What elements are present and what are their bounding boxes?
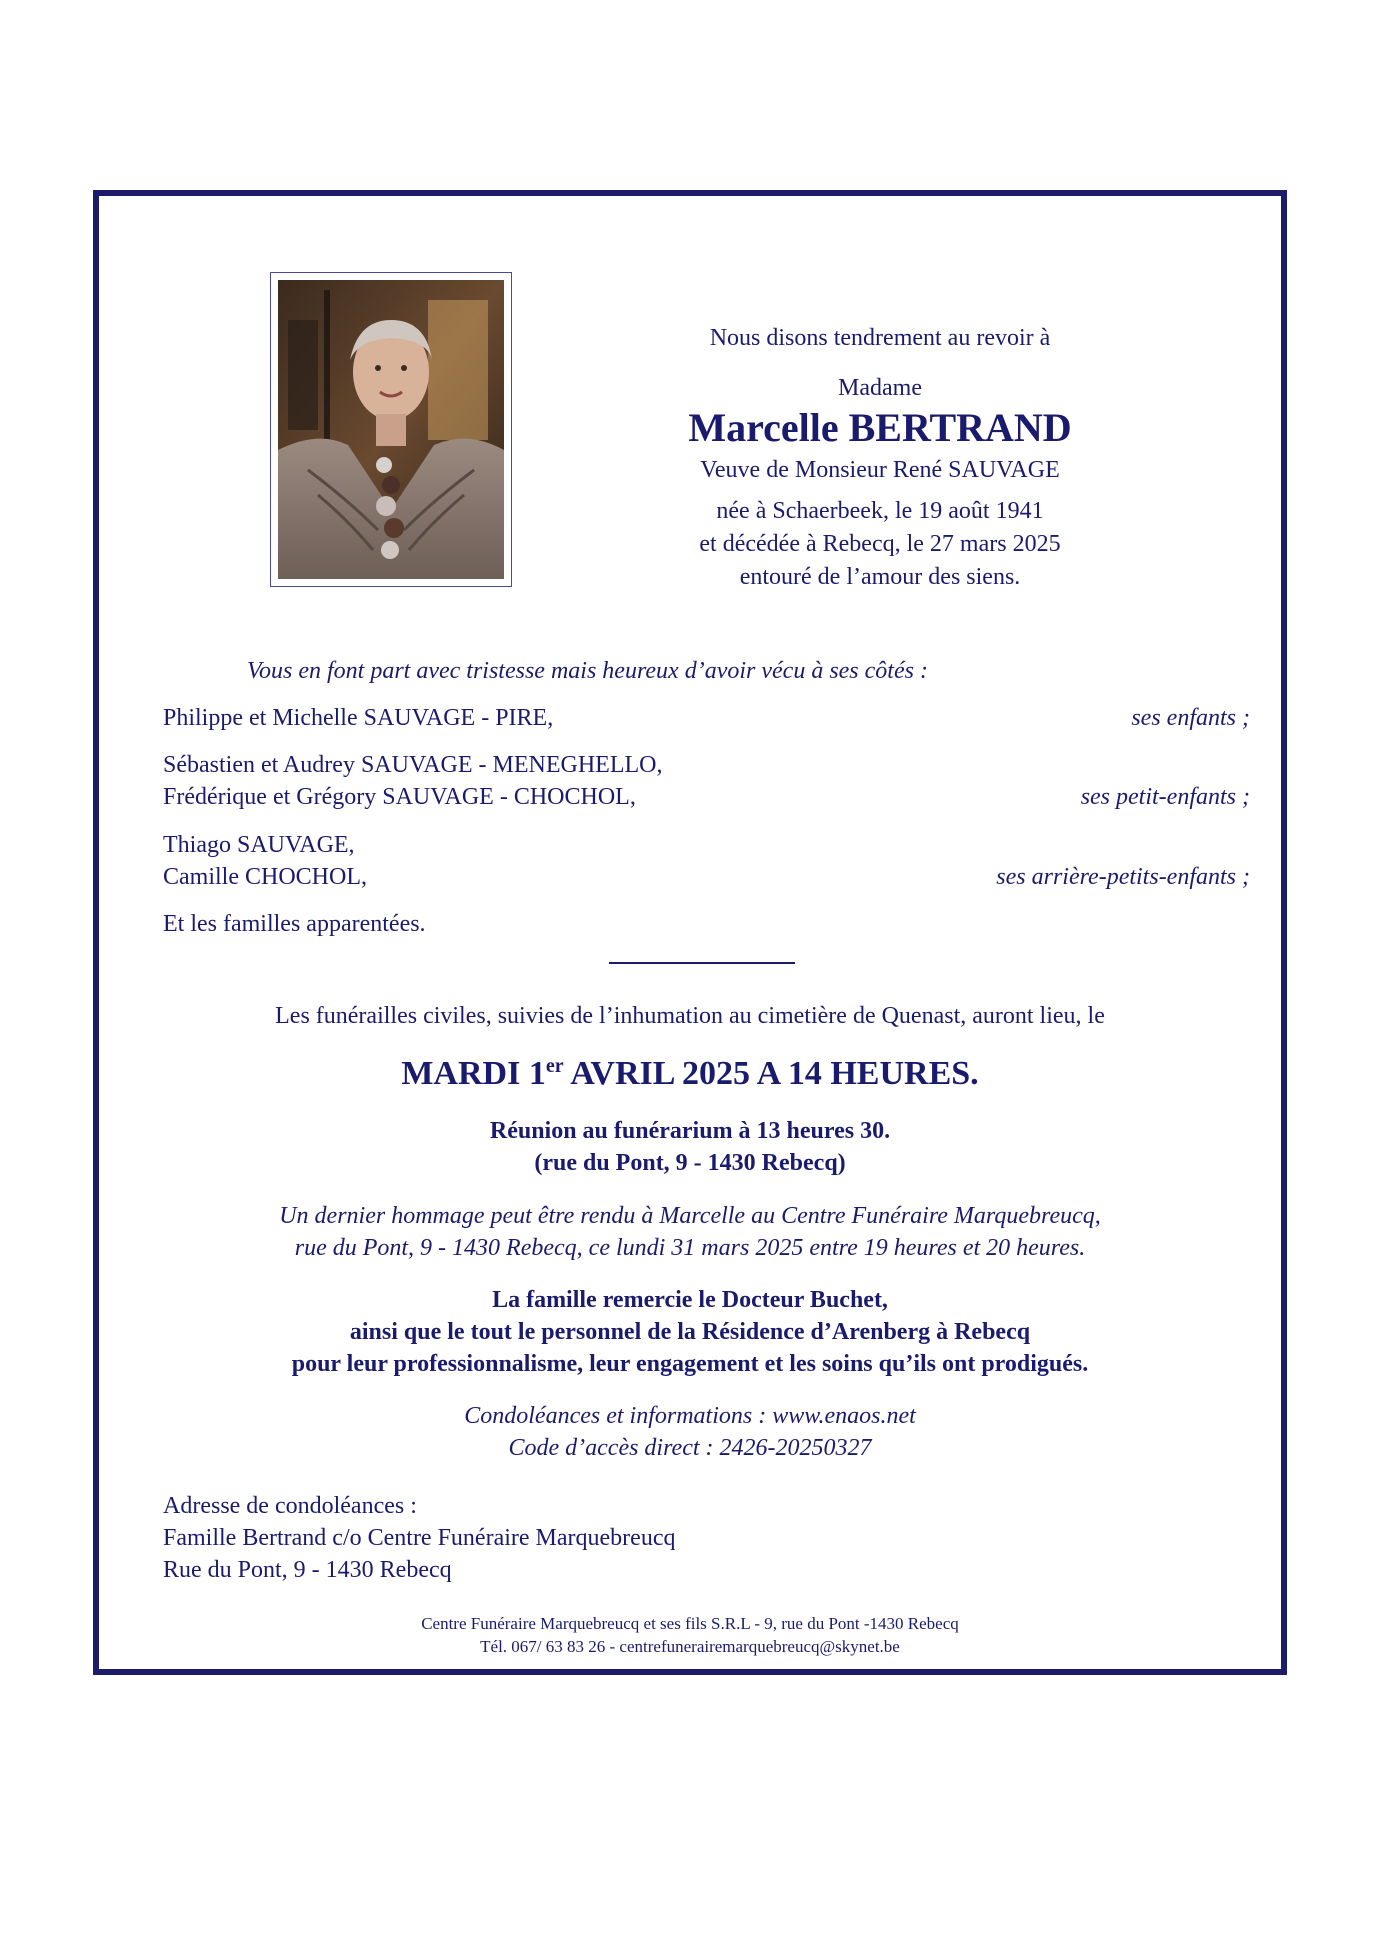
grandchildren-relation: ses petit-enfants ;	[1080, 784, 1250, 810]
children-row	[163, 702, 1250, 734]
funeral-date-part1: MARDI 1	[401, 1055, 546, 1092]
great-grandchildren-row-1	[163, 829, 1250, 861]
surrounded-text: entouré de l’amour des siens.	[739, 564, 1021, 590]
portrait-frame	[270, 272, 512, 587]
grandchildren-row-1	[163, 749, 1250, 781]
title-prefix: Madame	[838, 375, 922, 401]
widow-of: Veuve de Monsieur René SAUVAGE	[700, 457, 1060, 483]
address-line-1: Famille Bertrand c/o Centre Funéraire Marquebreucq	[163, 1525, 676, 1551]
intro-text: Nous disons tendrement au revoir à	[709, 325, 1051, 351]
funeral-date-part2: AVRIL 2025 A 14 HEURES.	[563, 1055, 979, 1092]
funeral-date	[100, 1052, 1280, 1096]
related-families	[163, 908, 1250, 940]
thanks-line-1: La famille remercie le Docteur Buchet,	[492, 1287, 888, 1313]
funeral-intro: Les funérailles civiles, suivies de l’inhumation au cimetière de Quenast, auront lieu, le	[275, 1003, 1105, 1029]
grandchildren-row-2	[163, 781, 1250, 813]
meeting-address: (rue du Pont, 9 - 1430 Rebecq)	[534, 1150, 846, 1176]
portrait-photo	[278, 280, 504, 579]
children-names: Philippe et Michelle SAUVAGE - PIRE,	[163, 705, 554, 731]
announcement: Vous en font part avec tristesse mais heureux d’avoir vécu à ses côtés :	[247, 658, 928, 684]
thanks-line-2: ainsi que le tout le personnel de la Résidence d’Arenberg à Rebecq	[349, 1319, 1031, 1345]
great-grandchildren-row-2	[163, 861, 1250, 893]
tribute-line-1: Un dernier hommage peut être rendu à Marcelle au Centre Funéraire Marquebreucq,	[279, 1203, 1101, 1229]
grandchildren-names-1: Sébastien et Audrey SAUVAGE - MENEGHELLO,	[163, 752, 663, 778]
section-divider	[609, 962, 795, 964]
footer-line-1: Centre Funéraire Marquebreucq et ses fils S.R.L - 9, rue du Pont -1430 Rebecq	[421, 1614, 959, 1633]
funeral-date-sup: er	[545, 1055, 564, 1077]
death-info: et décédée à Rebecq, le 27 mars 2025	[699, 531, 1061, 557]
footer-line-2: Tél. 067/ 63 83 26 - centrefunerairemarquebreucq@skynet.be	[480, 1637, 900, 1656]
birth-info: née à Schaerbeek, le 19 août 1941	[716, 498, 1044, 524]
deceased-name: Marcelle BERTRAND	[688, 405, 1072, 450]
condolences-code: Code d’accès direct : 2426-20250327	[508, 1435, 872, 1461]
related-families-text: Et les familles apparentées.	[163, 911, 426, 937]
address-label: Adresse de condoléances :	[163, 1493, 417, 1519]
great-grandchildren-names-1: Thiago SAUVAGE,	[163, 832, 355, 858]
great-grandchildren-relation: ses arrière-petits-enfants ;	[996, 864, 1250, 890]
grandchildren-names-2: Frédérique et Grégory SAUVAGE - CHOCHOL,	[163, 784, 636, 810]
children-relation: ses enfants ;	[1131, 705, 1250, 731]
great-grandchildren-names-2: Camille CHOCHOL,	[163, 864, 367, 890]
meeting-info: Réunion au funérarium à 13 heures 30.	[489, 1118, 891, 1144]
tribute-line-2: rue du Pont, 9 - 1430 Rebecq, ce lundi 31 mars 2025 entre 19 heures et 20 heures.	[294, 1235, 1086, 1261]
address-line-2: Rue du Pont, 9 - 1430 Rebecq	[163, 1557, 452, 1583]
thanks-line-3: pour leur professionnalisme, leur engagement et les soins qu’ils ont prodigués.	[291, 1351, 1089, 1377]
condolences-info: Condoléances et informations : www.enaos.net	[464, 1403, 916, 1429]
